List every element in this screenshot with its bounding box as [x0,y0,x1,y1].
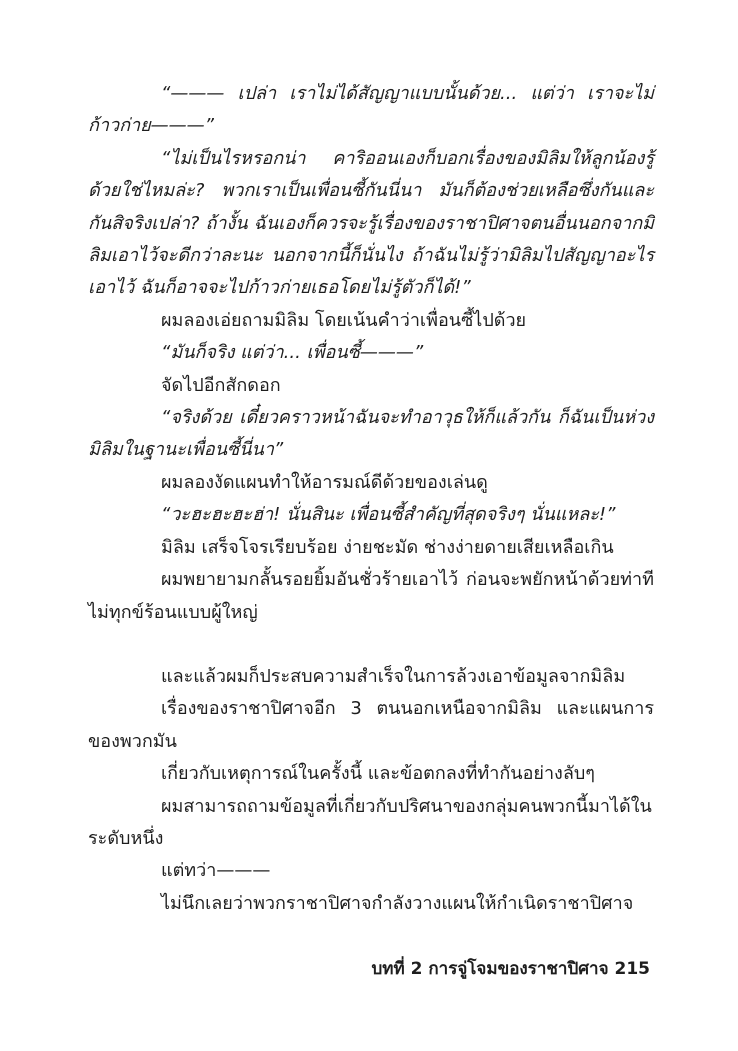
chapter-title: บทที่ 2 การจู่โจมของราชาปิศาจ [371,959,609,979]
paragraph: และแล้วผมก็ประสบความสำเร็จในการล้วงเอาข้อมูลจากมิลิม [161,665,626,687]
page-footer [371,956,650,982]
paragraph: จัดไปอีกสักดอก [161,374,281,396]
paragraph: “จริงด้วย เดี๋ยวคราวหน้าฉันจะทำอาวุธให้ก็แล้วกัน ก็ฉันเป็นห่วงมิลิมในฐานะเพื่อนซี้นี่นา” [88,407,654,461]
paragraph: ผมพยายามกลั้นรอยยิ้มอันชั่วร้ายเอาไว้ ก่อนจะพยักหน้าด้วยท่าทีไม่ทุกข์ร้อนแบบผู้ใหญ่ [88,569,654,623]
paragraph: “มันก็จริง แต่ว่า... เพื่อนซี้———” [161,342,424,364]
paragraph: “ไม่เป็นไรหรอกน่า คาริออนเองก็บอกเรื่องของมิลิมให้ลูกน้องรู้ด้วยใช่ไหมล่ะ? พวกเราเป็นเพื่อนซี้กันนี่นา มันก็ต้องช่วยเหลือซึ่งกันและกันสิจริงเปล่า? ถ้างั้น ฉันเองก็ควรจะรู้เรื่องของราชาปิศาจตนอื่นนอกจากมิลิมเอาไว้จะดีกว่าละนะ นอกจากนี้ก็นั่นไง ถ้าฉันไม่รู้ว่ามิลิมไปสัญญาอะไรเอาไว้ ฉันก็อาจจะไปก้าวก่ายเธอโดยไม่รู้ตัวก็ได้!” [88,147,654,299]
paragraph: “——— เปล่า เราไม่ได้สัญญาแบบนั้นด้วย... แต่ว่า เราจะไม่ก้าวก่าย———” [88,83,654,137]
body-text [88,78,654,920]
paragraph: มิลิม เสร็จโจรเรียบร้อย ง่ายชะมัด ช่างง่ายดายเสียเหลือเกิน [161,536,614,558]
paragraph: เกี่ยวกับเหตุการณ์ในครั้งนี้ และข้อตกลงที่ทำกันอย่างลับๆ [161,763,595,785]
paragraph: แต่ทว่า——— [161,860,271,882]
paragraph: ผมลองเอ่ยถามมิลิม โดยเน้นคำว่าเพื่อนซี้ไปด้วย [161,309,527,331]
section-break [88,629,654,661]
page-number: 215 [614,959,650,979]
paragraph: ผมสามารถถามข้อมูลที่เกี่ยวกับปริศนาของกลุ่มคนพวกนี้มาได้ในระดับหนึ่ง [88,795,652,849]
paragraph: เรื่องของราชาปิศาจอีก 3 ตนนอกเหนือจากมิลิม และแผนการของพวกมัน [88,698,654,752]
paragraph: “วะฮะฮะฮะฮ่า! นั่นสินะ เพื่อนซี้สำคัญที่สุดจริงๆ นั่นแหละ!” [161,504,616,526]
paragraph: ผมลองงัดแผนทำให้อารมณ์ดีด้วยของเล่นดู [161,471,488,493]
paragraph: ไม่นึกเลยว่าพวกราชาปิศาจกำลังวางแผนให้กำเนิดราชาปิศาจ [161,892,634,914]
